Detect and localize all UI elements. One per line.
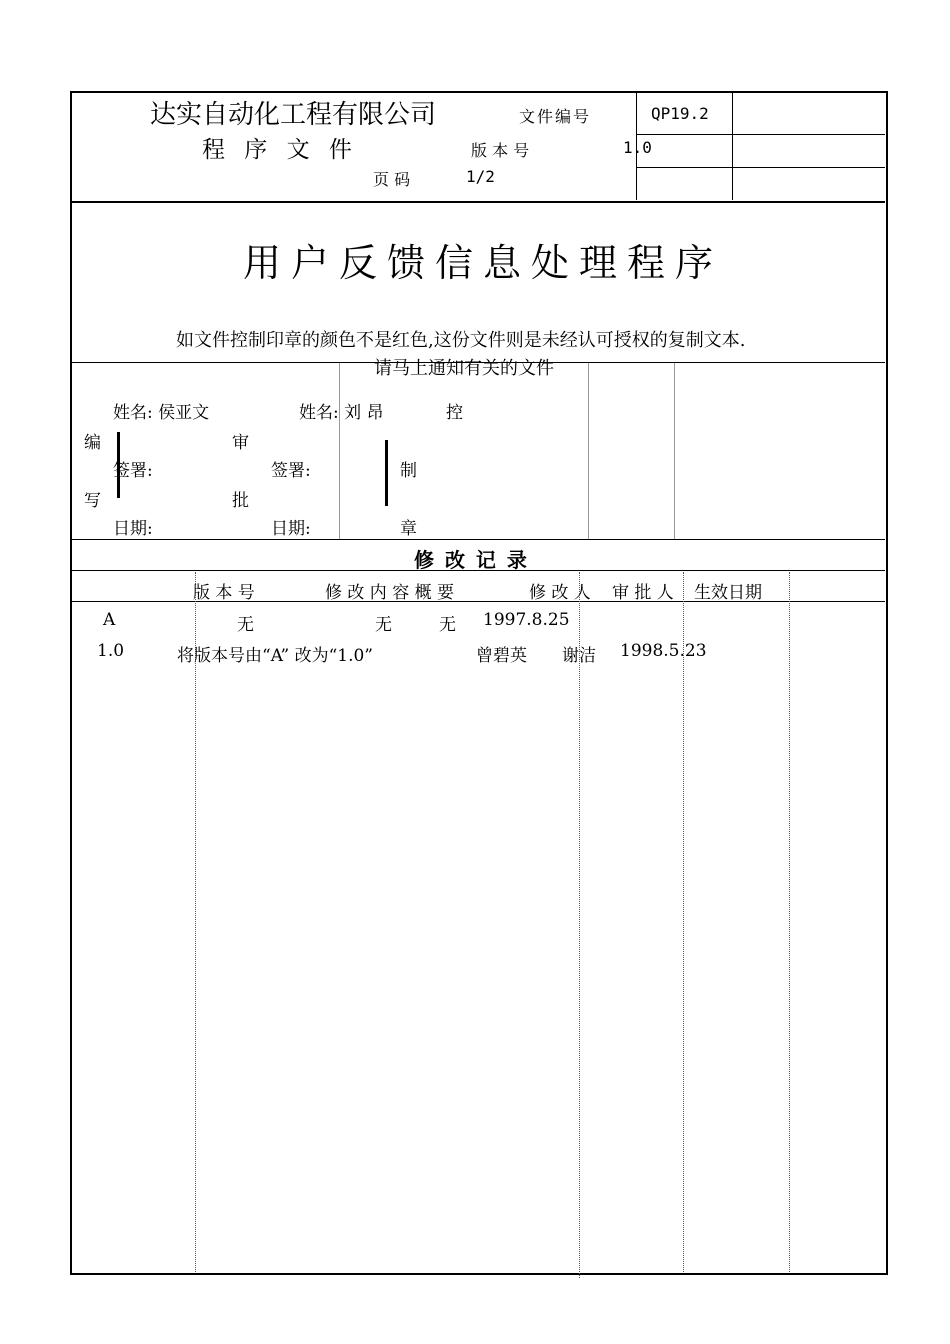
notice-line-2: 请马上通知有关的文件 xyxy=(374,358,554,379)
author-date: 日期: xyxy=(113,519,153,539)
notice-line-1: 如文件控制印章的颜色不是红色,这份文件则是未经认可授权的复制文本. xyxy=(176,330,746,351)
row-summary: 无 xyxy=(237,615,254,635)
row-summary: 将版本号由“A” 改为“1.0” xyxy=(177,646,373,666)
column-guide xyxy=(579,572,580,1278)
stamp-label-2: 制 xyxy=(400,461,417,481)
author-label-1: 编 xyxy=(84,433,101,453)
column-header-version: 版 本 号 xyxy=(193,583,255,603)
doc-type: 程 序 文 件 xyxy=(202,137,358,163)
header-divider xyxy=(636,167,885,168)
author-sign: 签署: xyxy=(113,461,153,481)
column-guide xyxy=(195,572,196,1272)
revision-title: 修 改 记 录 xyxy=(414,548,529,572)
signature-divider xyxy=(588,363,589,539)
approver-date: 日期: xyxy=(271,519,311,539)
approver-sign: 签署: xyxy=(271,461,311,481)
column-header-summary: 修 改 内 容 概 要 xyxy=(325,583,455,603)
row-date: 1998.5.23 xyxy=(620,641,707,661)
row-modifier: 无 xyxy=(375,615,392,635)
version-value: 1.0 xyxy=(623,138,652,157)
section-divider xyxy=(71,539,885,540)
row-version: 1.0 xyxy=(97,641,125,661)
row-version: A xyxy=(103,610,116,630)
doc-no-value: QP19.2 xyxy=(651,104,709,123)
signature-divider xyxy=(674,363,675,539)
page-label: 页 码 xyxy=(373,170,411,189)
approver-label-2: 批 xyxy=(232,491,249,511)
section-divider xyxy=(71,570,885,571)
column-guide xyxy=(683,572,684,1272)
doc-no-label: 文件编号 xyxy=(519,107,592,126)
document-title: 用户反馈信息处理程序 xyxy=(243,241,724,285)
row-approver: 无 xyxy=(439,615,456,635)
column-header-date: 生效日期 xyxy=(694,583,762,603)
author-label-2: 写 xyxy=(84,491,101,511)
section-divider xyxy=(71,201,885,203)
page-value: 1/2 xyxy=(466,167,495,186)
author-name: 姓名: 侯亚文 xyxy=(113,403,210,423)
column-guide xyxy=(789,572,790,1272)
approver-name: 姓名: 刘 昂 xyxy=(299,403,384,423)
stamp-label-1: 控 xyxy=(446,403,463,423)
header-divider xyxy=(636,134,885,135)
section-divider xyxy=(71,362,885,363)
notice-clip xyxy=(300,354,700,379)
signature-divider xyxy=(339,363,340,539)
column-header-approver: 审 批 人 xyxy=(612,583,674,603)
company-name: 达实自动化工程有限公司 xyxy=(150,100,437,130)
approver-label-1: 审 xyxy=(232,433,249,453)
stamp-label-3: 章 xyxy=(400,519,417,539)
section-divider xyxy=(71,601,885,602)
header-divider xyxy=(732,92,733,200)
signature-bar xyxy=(385,440,388,506)
version-label: 版 本 号 xyxy=(471,141,530,160)
row-modifier: 曾碧英 xyxy=(476,646,527,666)
column-header-modifier: 修 改 人 xyxy=(529,583,591,603)
row-approver: 谢洁 xyxy=(562,646,596,666)
row-date: 1997.8.25 xyxy=(483,610,570,630)
